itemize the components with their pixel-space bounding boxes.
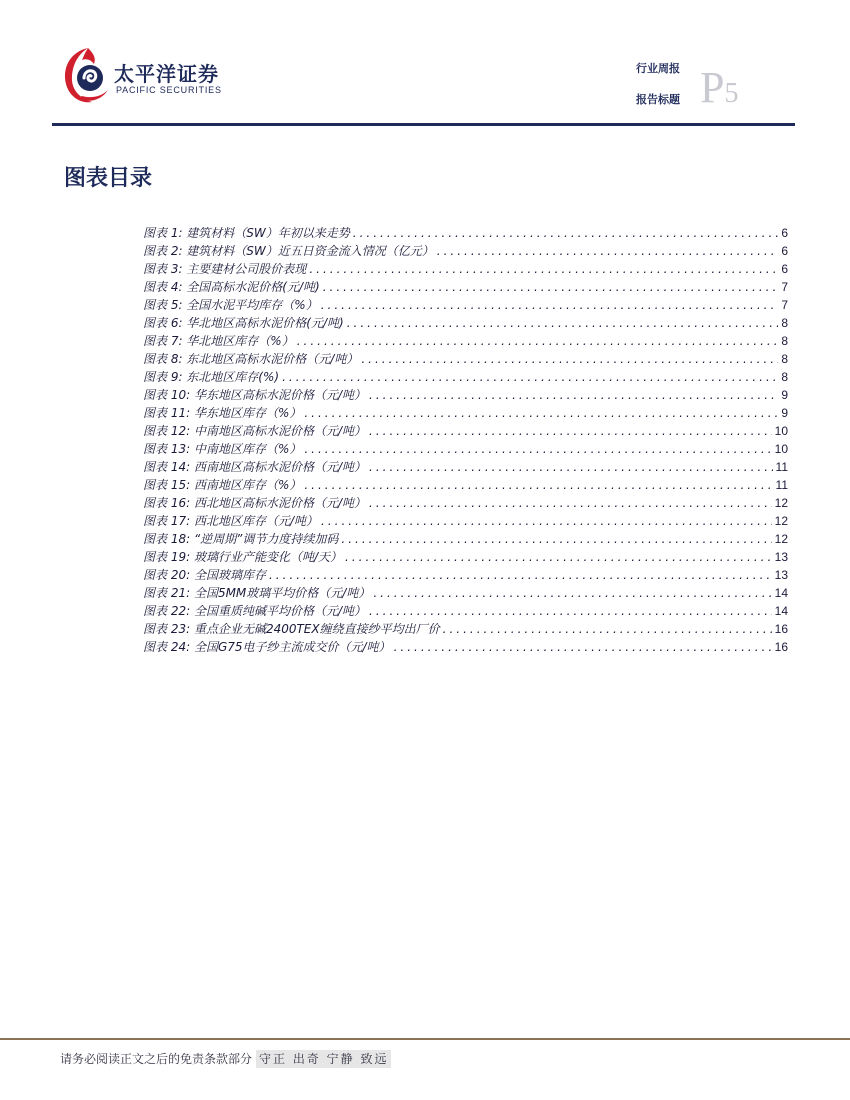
- toc-leader-dots: [347, 314, 779, 332]
- toc-leader-dots: [394, 638, 772, 656]
- toc-entry-page[interactable]: 6: [781, 262, 788, 276]
- toc-entry-label[interactable]: 图表 9: 东北地区库存(%): [143, 370, 280, 384]
- toc-entry[interactable]: [143, 386, 788, 404]
- toc-entry-label[interactable]: 图表 8: 东北地区高标水泥价格（元/吨）: [143, 352, 359, 366]
- figure-list: [143, 224, 788, 656]
- toc-entry-page[interactable]: 6: [781, 244, 788, 258]
- toc-entry[interactable]: [143, 458, 788, 476]
- toc-entry[interactable]: [143, 350, 788, 368]
- toc-entry-page[interactable]: 16: [774, 640, 788, 654]
- toc-entry[interactable]: [143, 566, 788, 584]
- toc-entry[interactable]: [143, 314, 788, 332]
- toc-leader-dots: [321, 296, 779, 314]
- toc-entry-page[interactable]: 10: [774, 442, 788, 456]
- toc-entry-label[interactable]: 图表 14: 西南地区高标水泥价格（元/吨）: [143, 460, 366, 474]
- toc-entry-label[interactable]: 图表 24: 全国G75电子纱主流成交价（元/吨）: [143, 640, 391, 654]
- toc-entry[interactable]: [143, 422, 788, 440]
- toc-leader-dots: [297, 332, 779, 350]
- toc-leader-dots: [341, 530, 771, 548]
- toc-entry-page[interactable]: 8: [781, 352, 788, 366]
- toc-entry-page[interactable]: 13: [774, 568, 788, 582]
- toc-entry-label[interactable]: 图表 10: 华东地区高标水泥价格（元/吨）: [143, 388, 366, 402]
- toc-entry-page[interactable]: 8: [781, 316, 788, 330]
- toc-entry[interactable]: [143, 278, 788, 296]
- toc-entry[interactable]: [143, 548, 788, 566]
- header-divider: [52, 123, 795, 126]
- toc-entry[interactable]: [143, 440, 788, 458]
- toc-entry-page[interactable]: 13: [774, 550, 788, 564]
- page-prefix: P: [700, 63, 725, 112]
- toc-leader-dots: [345, 548, 772, 566]
- pacific-securities-logo-icon: [58, 44, 114, 106]
- toc-entry-label[interactable]: 图表 7: 华北地区库存（%）: [143, 334, 294, 348]
- toc-entry[interactable]: [143, 476, 788, 494]
- report-title: 报告标题: [636, 93, 680, 106]
- toc-entry[interactable]: [143, 260, 788, 278]
- company-logo: [58, 44, 228, 112]
- toc-entry-label[interactable]: 图表 17: 西北地区库存（元/吨）: [143, 514, 318, 528]
- footer-motto: 守正 出奇 宁静 致远: [256, 1050, 391, 1068]
- toc-entry-label[interactable]: 图表 2: 建筑材料（SW）近五日资金流入情况（亿元）: [143, 244, 434, 258]
- toc-leader-dots: [369, 602, 772, 620]
- toc-entry[interactable]: [143, 584, 788, 602]
- toc-leader-dots: [309, 260, 778, 278]
- toc-leader-dots: [443, 620, 772, 638]
- toc-entry-page[interactable]: 16: [774, 622, 788, 636]
- toc-entry-label[interactable]: 图表 3: 主要建材公司股价表现: [143, 262, 307, 276]
- toc-entry-page[interactable]: 6: [781, 226, 788, 240]
- toc-entry[interactable]: [143, 224, 788, 242]
- toc-entry[interactable]: [143, 242, 788, 260]
- toc-entry-page[interactable]: 11: [775, 478, 788, 492]
- toc-entry-page[interactable]: 8: [781, 370, 788, 384]
- toc-entry-page[interactable]: 7: [781, 298, 788, 312]
- toc-entry[interactable]: [143, 368, 788, 386]
- toc-leader-dots: [323, 278, 779, 296]
- toc-entry-label[interactable]: 图表 4: 全国高标水泥价格(元/吨): [143, 280, 320, 294]
- toc-entry[interactable]: [143, 638, 788, 656]
- toc-entry-page[interactable]: 12: [774, 496, 788, 510]
- toc-leader-dots: [269, 566, 772, 584]
- toc-entry-label[interactable]: 图表 16: 西北地区高标水泥价格（元/吨）: [143, 496, 366, 510]
- toc-leader-dots: [282, 368, 778, 386]
- toc-entry-page[interactable]: 14: [774, 586, 788, 600]
- toc-entry-label[interactable]: 图表 15: 西南地区库存（%）: [143, 478, 302, 492]
- toc-entry-page[interactable]: 9: [781, 406, 788, 420]
- report-type: 行业周报: [636, 62, 680, 75]
- footer-disclaimer: 请务必阅读正文之后的免责条款部分: [60, 1052, 253, 1066]
- toc-leader-dots: [369, 458, 773, 476]
- toc-entry-label[interactable]: 图表 23: 重点企业无碱2400TEX缠绕直接纱平均出厂价: [143, 622, 440, 636]
- toc-leader-dots: [369, 494, 772, 512]
- toc-leader-dots: [304, 476, 772, 494]
- footer-divider: [0, 1038, 850, 1040]
- toc-leader-dots: [437, 242, 779, 260]
- logo-english-name: PACIFIC SECURITIES: [116, 85, 222, 95]
- toc-leader-dots: [321, 512, 772, 530]
- toc-entry[interactable]: [143, 404, 788, 422]
- toc-entry[interactable]: [143, 620, 788, 638]
- footer: [60, 1050, 391, 1067]
- toc-entry-page[interactable]: 8: [781, 334, 788, 348]
- toc-leader-dots: [304, 440, 771, 458]
- toc-entry-page[interactable]: 11: [775, 460, 788, 474]
- toc-entry-label[interactable]: 图表 11: 华东地区库存（%）: [143, 406, 302, 420]
- toc-entry-label[interactable]: 图表 20: 全国玻璃库存: [143, 568, 266, 582]
- page-number: [700, 63, 739, 112]
- toc-entry[interactable]: [143, 296, 788, 314]
- toc-leader-dots: [361, 350, 778, 368]
- toc-entry-page[interactable]: 12: [774, 514, 788, 528]
- toc-entry[interactable]: [143, 602, 788, 620]
- toc-entry-label[interactable]: 图表 22: 全国重质纯碱平均价格（元/吨）: [143, 604, 366, 618]
- logo-chinese-name: 太平洋证券: [114, 62, 219, 86]
- toc-entry[interactable]: [143, 512, 788, 530]
- toc-entry-label[interactable]: 图表 12: 中南地区高标水泥价格（元/吨）: [143, 424, 366, 438]
- toc-leader-dots: [373, 584, 771, 602]
- toc-entry-page[interactable]: 7: [781, 280, 788, 294]
- toc-leader-dots: [304, 404, 778, 422]
- toc-entry-label[interactable]: 图表 21: 全国5MM玻璃平均价格（元/吨）: [143, 586, 371, 600]
- toc-entry-label[interactable]: 图表 18: “逆周期”调节力度持续加码: [143, 532, 339, 546]
- toc-entry-page[interactable]: 10: [774, 424, 788, 438]
- toc-leader-dots: [353, 224, 779, 242]
- toc-entry[interactable]: [143, 494, 788, 512]
- toc-leader-dots: [369, 422, 772, 440]
- toc-entry-page[interactable]: 12: [774, 532, 788, 546]
- toc-entry[interactable]: [143, 332, 788, 350]
- toc-entry-page[interactable]: 14: [774, 604, 788, 618]
- toc-leader-dots: [369, 386, 778, 404]
- toc-entry-label[interactable]: 图表 6: 华北地区高标水泥价格(元/吨): [143, 316, 344, 330]
- toc-entry-label[interactable]: 图表 5: 全国水泥平均库存（%）: [143, 298, 318, 312]
- toc-entry-label[interactable]: 图表 19: 玻璃行业产能变化（吨/天）: [143, 550, 342, 564]
- toc-entry-label[interactable]: 图表 1: 建筑材料（SW）年初以来走势: [143, 226, 350, 240]
- toc-title: 图表目录: [64, 166, 153, 191]
- toc-entry[interactable]: [143, 530, 788, 548]
- toc-entry-label[interactable]: 图表 13: 中南地区库存（%）: [143, 442, 302, 456]
- toc-entry-page[interactable]: 9: [781, 388, 788, 402]
- page-number-value: 5: [724, 78, 739, 109]
